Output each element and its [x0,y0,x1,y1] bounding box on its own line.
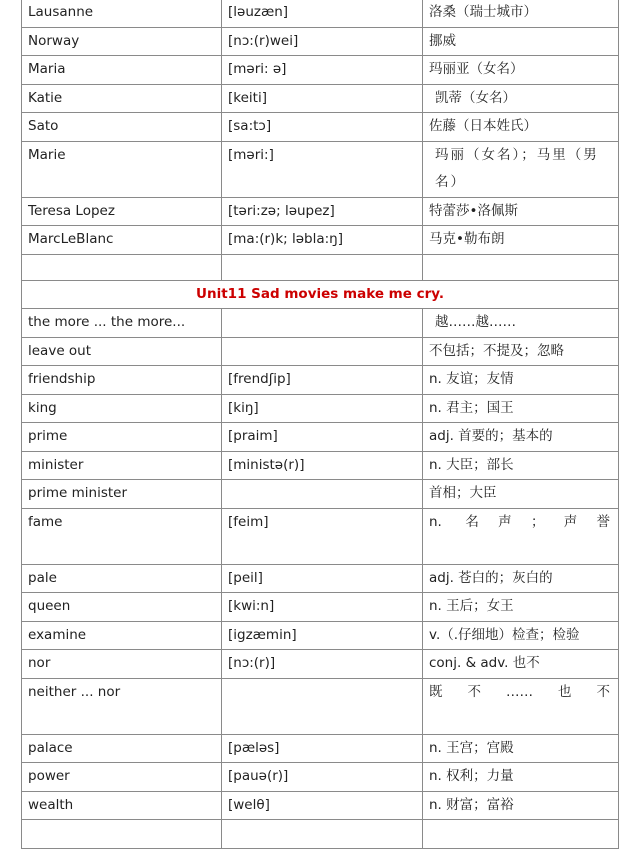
table-row [22,84,619,113]
meaning-cell: n. 王宫；宫殿 [423,734,619,763]
word-cell: examine [22,621,222,650]
phonetic-cell: [kiŋ] [222,394,423,423]
meaning-cell: adj. 苍白的；灰白的 [423,564,619,593]
table-row [22,650,619,679]
meaning-cell: n. 名声；声誉 [423,508,619,564]
word-cell: power [22,763,222,792]
table-row [22,508,619,564]
word-cell: Marie [22,141,222,197]
word-cell: fame [22,508,222,564]
word-cell: prime minister [22,480,222,509]
meaning-cell: 佐藤（日本姓氏） [423,113,619,142]
meaning-cell: n. 权利；力量 [423,763,619,792]
unit-title: Unit11 Sad movies make me cry. [22,280,619,309]
table-row [22,593,619,622]
meaning-cell: 马克•勒布朗 [423,226,619,255]
table-row [22,226,619,255]
phonetic-cell [222,480,423,509]
phonetic-cell: [welθ] [222,791,423,820]
meaning-cell: 洛桑（瑞士城市） [423,0,619,27]
phonetic-cell: [pauə(r)] [222,763,423,792]
table-row [22,27,619,56]
phonetic-cell [222,309,423,338]
meaning-cell: 不包括；不提及；忽略 [423,337,619,366]
table-row [22,366,619,395]
word-cell: Maria [22,56,222,85]
table-row [22,394,619,423]
meaning-cell: 首相；大臣 [423,480,619,509]
table-row [22,56,619,85]
phonetic-cell: [frendʃip] [222,366,423,395]
phonetic-cell: [feim] [222,508,423,564]
table-row [22,141,619,197]
word-cell: Lausanne [22,0,222,27]
phonetic-cell: [ministə(r)] [222,451,423,480]
vocabulary-table [21,0,619,849]
phonetic-cell [222,678,423,734]
word-cell: the more ... the more... [22,309,222,338]
table-row [22,791,619,820]
phonetic-cell: [pæləs] [222,734,423,763]
phonetic-cell: [sa:tɔ] [222,113,423,142]
meaning-cell: 越……越…… [423,309,619,338]
phonetic-cell: [nɔ:(r)] [222,650,423,679]
empty-cell [423,254,619,280]
empty-cell [22,820,222,849]
meaning-cell: adj. 首要的；基本的 [423,423,619,452]
phonetic-cell: [məri: ə] [222,56,423,85]
word-cell: nor [22,650,222,679]
meaning-cell: n. 友谊；友情 [423,366,619,395]
meaning-cell: n. 大臣；部长 [423,451,619,480]
meaning-cell: 特蕾莎•洛佩斯 [423,197,619,226]
phonetic-cell: [peil] [222,564,423,593]
meaning-cell: conj. & adv. 也不 [423,650,619,679]
meaning-cell: 玛丽（女名）；马里（男名） [423,141,619,197]
phonetic-cell: [təri:zə; ləupez] [222,197,423,226]
meaning-cell: 挪威 [423,27,619,56]
word-cell: neither ... nor [22,678,222,734]
table-row [22,0,619,27]
meaning-cell: n. 王后；女王 [423,593,619,622]
empty-cell [222,820,423,849]
phonetic-cell: [igzæmin] [222,621,423,650]
word-cell: Norway [22,27,222,56]
phonetic-cell: [ləuzæn] [222,0,423,27]
meaning-cell: v.（.仔细地）检查；检验 [423,621,619,650]
empty-row [22,254,619,280]
table-row [22,480,619,509]
empty-cell [423,820,619,849]
meaning-cell: n. 财富；富裕 [423,791,619,820]
table-row [22,309,619,338]
meaning-cell: 既不……也不 [423,678,619,734]
table-row [22,197,619,226]
phonetic-cell: [kwi:n] [222,593,423,622]
word-cell: Katie [22,84,222,113]
table-row [22,820,619,849]
table-row [22,621,619,650]
phonetic-cell: [məri:] [222,141,423,197]
phonetic-cell: [praim] [222,423,423,452]
word-cell: prime [22,423,222,452]
meaning-cell: 凯蒂（女名） [423,84,619,113]
empty-cell [22,254,222,280]
meaning-cell: n. 君主；国王 [423,394,619,423]
phonetic-cell: [nɔ:(r)wei] [222,27,423,56]
word-cell: pale [22,564,222,593]
word-cell: Teresa Lopez [22,197,222,226]
table-row [22,763,619,792]
meaning-cell: 玛丽亚（女名） [423,56,619,85]
empty-cell [222,254,423,280]
word-cell: palace [22,734,222,763]
unit-heading-row [22,280,619,309]
table-row [22,678,619,734]
word-cell: queen [22,593,222,622]
table-row [22,734,619,763]
table-row [22,451,619,480]
table-row [22,564,619,593]
word-cell: king [22,394,222,423]
word-cell: friendship [22,366,222,395]
word-cell: wealth [22,791,222,820]
table-row [22,423,619,452]
phonetic-cell: [keiti] [222,84,423,113]
phonetic-cell: [ma:(r)k; ləbla:ŋ] [222,226,423,255]
table-row [22,337,619,366]
word-cell: minister [22,451,222,480]
word-cell: leave out [22,337,222,366]
word-cell: Sato [22,113,222,142]
table-row [22,113,619,142]
phonetic-cell [222,337,423,366]
word-cell: MarcLeBlanc [22,226,222,255]
